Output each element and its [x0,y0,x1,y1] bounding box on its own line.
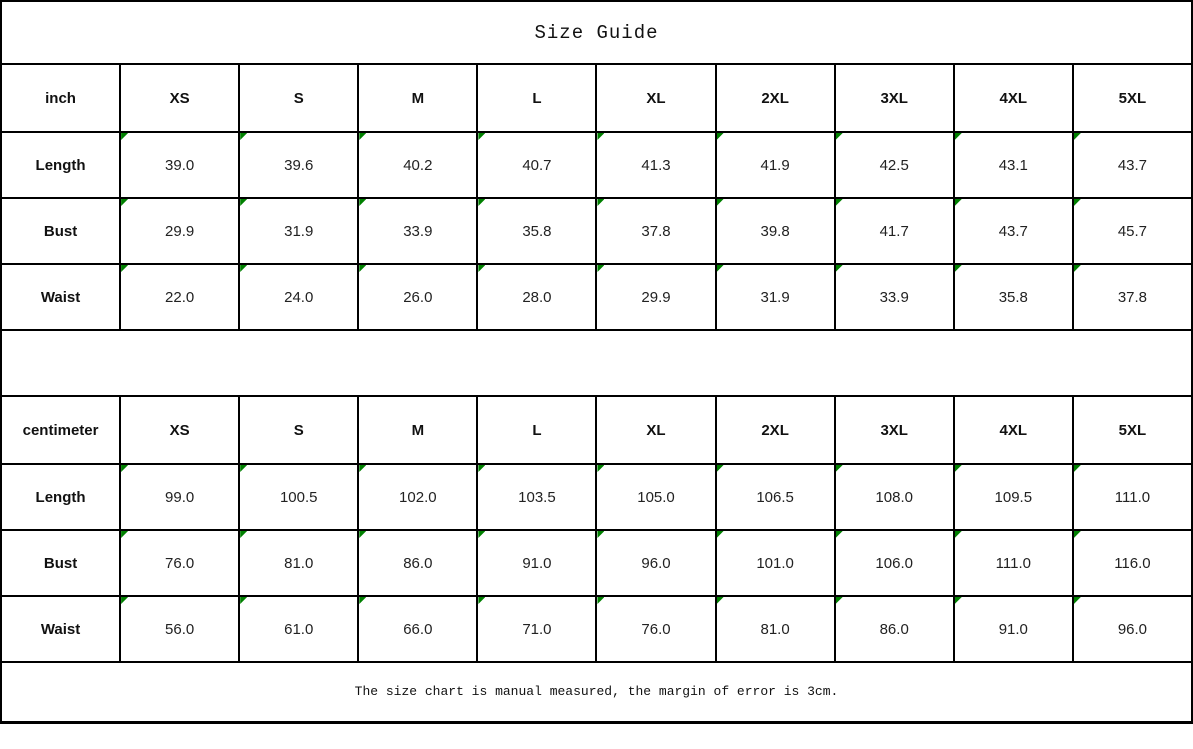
cell-corner-marker-icon [836,597,843,604]
value-cell [120,264,239,330]
cell-corner-marker-icon [836,199,843,206]
cell-corner-marker-icon [121,199,128,206]
table-row [1,132,1192,198]
value-cell [835,530,954,596]
value-cell [954,464,1073,530]
cell-corner-marker-icon [1074,265,1081,272]
value-cell [358,464,477,530]
cell-corner-marker-icon [717,465,724,472]
footer-note: The size chart is manual measured, the margin of error is 3cm. [1,662,1192,722]
value-cell [120,530,239,596]
row-label-waist: Waist [1,264,120,330]
row-label-length: Length [1,132,120,198]
value-cell [596,198,715,264]
row-label-waist: Waist [1,596,120,662]
size-value: 35.8 [522,222,552,240]
cell-corner-marker-icon [478,597,485,604]
size-value: 108.0 [875,488,913,506]
size-header: L [477,64,596,132]
value-cell [239,264,358,330]
value-cell [477,264,596,330]
cell-corner-marker-icon [597,199,604,206]
cell-corner-marker-icon [359,199,366,206]
size-value: 40.7 [522,156,552,174]
cell-corner-marker-icon [359,465,366,472]
size-value: 81.0 [760,620,790,638]
size-header: 2XL [716,396,835,464]
cell-corner-marker-icon [597,133,604,140]
cell-corner-marker-icon [1074,133,1081,140]
cell-corner-marker-icon [240,597,247,604]
size-value: 37.8 [1117,288,1148,306]
cell-corner-marker-icon [836,133,843,140]
value-cell [716,264,835,330]
value-cell [716,596,835,662]
value-cell [716,198,835,264]
size-header: 4XL [954,396,1073,464]
size-value: 106.5 [756,488,794,506]
cell-corner-marker-icon [597,597,604,604]
value-cell [239,596,358,662]
size-value: 39.6 [284,156,314,174]
cell-corner-marker-icon [955,531,962,538]
size-header-row [1,64,1192,132]
cell-corner-marker-icon [836,531,843,538]
cell-corner-marker-icon [1074,597,1081,604]
size-value: 43.1 [998,156,1028,174]
size-header: XS [120,396,239,464]
size-value: 116.0 [1114,554,1151,572]
cell-corner-marker-icon [240,265,247,272]
cell-corner-marker-icon [717,531,724,538]
row-label-bust: Bust [1,198,120,264]
value-cell [596,596,715,662]
size-value: 76.0 [165,554,195,572]
cell-corner-marker-icon [717,133,724,140]
size-value: 105.0 [637,488,675,506]
value-cell [239,464,358,530]
cell-corner-marker-icon [121,531,128,538]
size-header: XL [596,64,715,132]
value-cell [835,132,954,198]
value-cell [477,530,596,596]
size-value: 103.5 [518,488,556,506]
table-row [1,198,1192,264]
value-cell [596,530,715,596]
value-cell [120,464,239,530]
value-cell [1073,264,1192,330]
value-cell [954,264,1073,330]
value-cell [954,132,1073,198]
cell-corner-marker-icon [836,265,843,272]
size-header: 5XL [1073,396,1192,464]
size-value: 91.0 [998,620,1028,638]
size-header-row [1,396,1192,464]
size-value: 33.9 [879,288,909,306]
cell-corner-marker-icon [478,531,485,538]
size-value: 81.0 [284,554,314,572]
size-value: 91.0 [522,554,552,572]
value-cell [120,132,239,198]
cell-corner-marker-icon [955,133,962,140]
value-cell [1073,132,1192,198]
size-value: 41.9 [760,156,790,174]
cell-corner-marker-icon [478,465,485,472]
value-cell [716,464,835,530]
row-label-bust: Bust [1,530,120,596]
cell-corner-marker-icon [478,133,485,140]
size-header: 3XL [835,396,954,464]
size-header: L [477,396,596,464]
value-cell [835,464,954,530]
cell-corner-marker-icon [240,199,247,206]
value-cell [596,464,715,530]
cell-corner-marker-icon [1074,199,1081,206]
value-cell [954,198,1073,264]
size-value: 31.9 [760,288,790,306]
cell-corner-marker-icon [597,531,604,538]
value-cell [477,464,596,530]
cell-corner-marker-icon [121,465,128,472]
value-cell [120,198,239,264]
size-value: 31.9 [284,222,314,240]
size-header: 3XL [835,64,954,132]
cell-corner-marker-icon [359,265,366,272]
cell-corner-marker-icon [121,133,128,140]
cell-corner-marker-icon [717,199,724,206]
size-header: XS [120,64,239,132]
size-value: 71.0 [522,620,552,638]
cell-corner-marker-icon [1074,531,1081,538]
value-cell [1073,198,1192,264]
size-header: M [358,64,477,132]
size-value: 76.0 [641,620,671,638]
cell-corner-marker-icon [478,199,485,206]
value-cell [358,264,477,330]
cell-corner-marker-icon [240,133,247,140]
spacer-cell [1,330,1192,396]
cell-corner-marker-icon [240,465,247,472]
value-cell [477,132,596,198]
cell-corner-marker-icon [955,199,962,206]
value-cell [835,198,954,264]
row-label-length: Length [1,464,120,530]
cell-corner-marker-icon [955,465,962,472]
cell-corner-marker-icon [955,597,962,604]
size-value: 41.7 [879,222,909,240]
cell-corner-marker-icon [359,133,366,140]
size-header: S [239,396,358,464]
cell-corner-marker-icon [121,597,128,604]
size-value: 100.5 [279,488,318,506]
value-cell [716,530,835,596]
size-header: 5XL [1073,64,1192,132]
size-value: 102.0 [399,488,437,506]
footer-row [1,662,1192,722]
value-cell [596,264,715,330]
cell-corner-marker-icon [359,531,366,538]
cell-corner-marker-icon [597,265,604,272]
size-value: 26.0 [403,288,433,306]
size-value: 61.0 [284,620,314,638]
title-row [1,1,1192,64]
size-value: 111.0 [1114,488,1151,506]
value-cell [716,132,835,198]
size-value: 29.9 [641,288,671,306]
unit-header-inch: inch [1,64,120,132]
cell-corner-marker-icon [955,265,962,272]
size-value: 86.0 [879,620,909,638]
value-cell [358,596,477,662]
value-cell [239,530,358,596]
size-value: 40.2 [403,156,433,174]
size-value: 42.5 [879,156,909,174]
size-value: 35.8 [998,288,1028,306]
size-value: 101.0 [756,554,794,572]
size-value: 37.8 [641,222,671,240]
size-value: 86.0 [403,554,433,572]
page-title: Size Guide [1,1,1192,64]
size-value: 22.0 [165,288,195,306]
size-value: 39.0 [165,156,195,174]
cell-corner-marker-icon [836,465,843,472]
table-row [1,530,1192,596]
size-value: 96.0 [641,554,671,572]
size-value: 99.0 [165,488,195,506]
size-guide-body [1,1,1192,722]
value-cell [954,530,1073,596]
cell-corner-marker-icon [478,265,485,272]
size-value: 96.0 [1117,620,1148,638]
size-value: 28.0 [522,288,552,306]
size-value: 56.0 [165,620,195,638]
cell-corner-marker-icon [240,531,247,538]
size-header: 2XL [716,64,835,132]
value-cell [1073,596,1192,662]
size-value: 106.0 [875,554,913,572]
size-value: 111.0 [995,554,1031,572]
size-value: 45.7 [1117,222,1148,240]
value-cell [358,198,477,264]
size-value: 43.7 [1117,156,1148,174]
value-cell [239,198,358,264]
cell-corner-marker-icon [597,465,604,472]
value-cell [1073,464,1192,530]
size-header: XL [596,396,715,464]
value-cell [239,132,358,198]
table-row [1,596,1192,662]
table-row [1,264,1192,330]
cell-corner-marker-icon [1074,465,1081,472]
value-cell [358,530,477,596]
cell-corner-marker-icon [717,597,724,604]
size-header: 4XL [954,64,1073,132]
cell-corner-marker-icon [359,597,366,604]
value-cell [835,264,954,330]
size-value: 33.9 [403,222,433,240]
cell-corner-marker-icon [121,265,128,272]
table-row [1,464,1192,530]
value-cell [120,596,239,662]
size-value: 24.0 [284,288,314,306]
value-cell [358,132,477,198]
size-header: M [358,396,477,464]
spacer-row [1,330,1192,396]
size-value: 43.7 [998,222,1028,240]
value-cell [835,596,954,662]
size-value: 66.0 [403,620,433,638]
value-cell [477,596,596,662]
size-value: 29.9 [165,222,195,240]
size-value: 109.5 [994,488,1033,506]
size-value: 39.8 [760,222,790,240]
value-cell [477,198,596,264]
size-header: S [239,64,358,132]
value-cell [596,132,715,198]
cell-corner-marker-icon [717,265,724,272]
value-cell [1073,530,1192,596]
unit-header-centimeter: centimeter [1,396,120,464]
size-value: 41.3 [641,156,671,174]
value-cell [954,596,1073,662]
